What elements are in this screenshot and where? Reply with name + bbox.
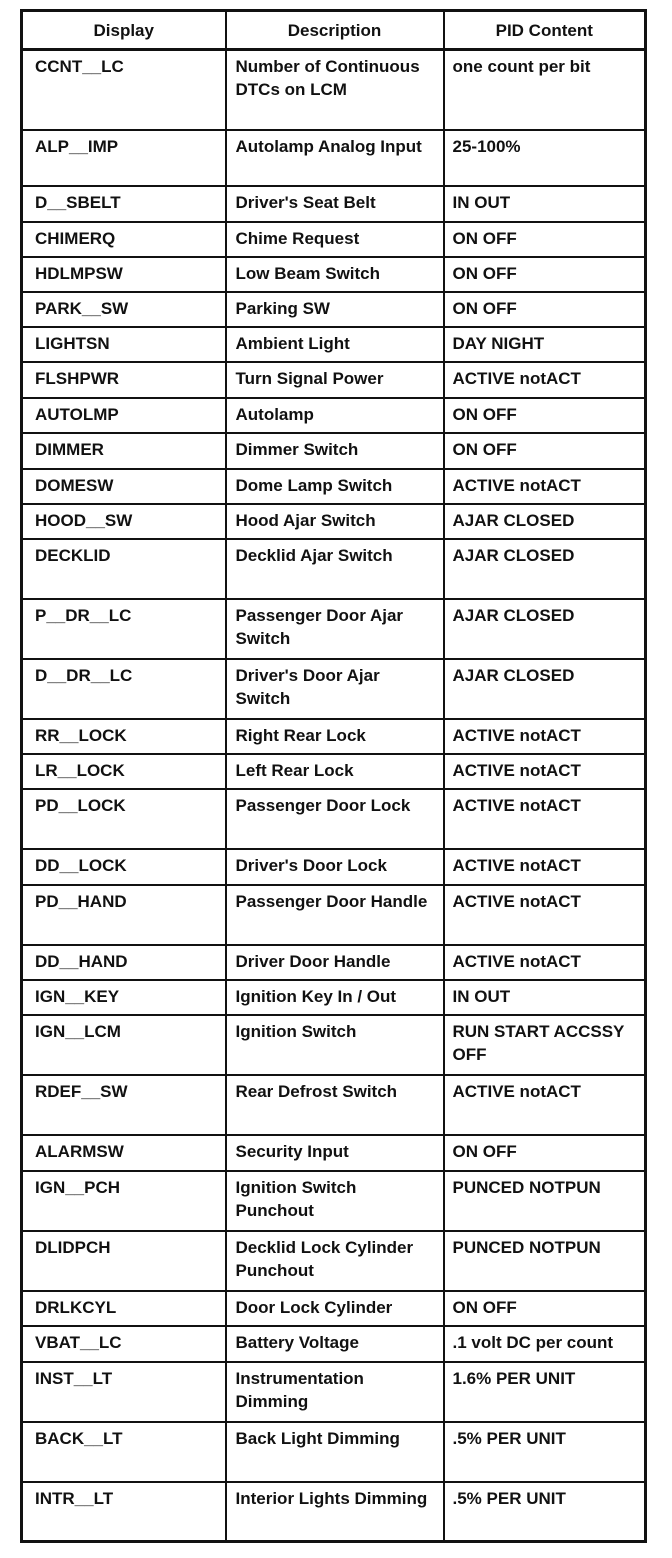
cell-pid-content: IN OUT: [444, 980, 646, 1015]
cell-description: Back Light Dimming: [226, 1422, 444, 1482]
cell-display: PARK__SW: [22, 292, 226, 327]
cell-description: Left Rear Lock: [226, 754, 444, 789]
table-row: [22, 222, 646, 257]
cell-description: Turn Signal Power: [226, 362, 444, 398]
table-row: [22, 130, 646, 186]
table-row: [22, 849, 646, 885]
cell-display: BACK__LT: [22, 1422, 226, 1482]
header-description: Description: [226, 11, 444, 50]
cell-display: DIMMER: [22, 433, 226, 469]
cell-pid-content: ON OFF: [444, 1135, 646, 1171]
cell-description: Passenger Door Ajar Switch: [226, 599, 444, 659]
table-row: [22, 659, 646, 719]
table-row: [22, 327, 646, 362]
cell-description: Passenger Door Lock: [226, 789, 444, 849]
cell-display: HDLMPSW: [22, 257, 226, 292]
cell-display: P__DR__LC: [22, 599, 226, 659]
cell-display: DOMESW: [22, 469, 226, 504]
cell-display: HOOD__SW: [22, 504, 226, 539]
table-row: [22, 398, 646, 433]
table-row: [22, 433, 646, 469]
cell-pid-content: .1 volt DC per count: [444, 1326, 646, 1362]
header-row: [22, 11, 646, 50]
table-row: [22, 1135, 646, 1171]
cell-description: Autolamp: [226, 398, 444, 433]
pid-table: [20, 9, 647, 1543]
cell-display: LIGHTSN: [22, 327, 226, 362]
cell-pid-content: ON OFF: [444, 398, 646, 433]
cell-description: Decklid Ajar Switch: [226, 539, 444, 599]
header-display: Display: [22, 11, 226, 50]
cell-display: DD__HAND: [22, 945, 226, 980]
cell-description: Dome Lamp Switch: [226, 469, 444, 504]
cell-description: Driver Door Handle: [226, 945, 444, 980]
table-row: [22, 469, 646, 504]
cell-pid-content: ON OFF: [444, 257, 646, 292]
table-row: [22, 1015, 646, 1075]
cell-display: CHIMERQ: [22, 222, 226, 257]
table-row: [22, 1075, 646, 1135]
cell-pid-content: RUN START ACCSSY OFF: [444, 1015, 646, 1075]
table-row: [22, 1171, 646, 1231]
cell-description: Ambient Light: [226, 327, 444, 362]
cell-pid-content: AJAR CLOSED: [444, 599, 646, 659]
cell-description: Autolamp Analog Input: [226, 130, 444, 186]
cell-display: PD__HAND: [22, 885, 226, 945]
cell-description: Hood Ajar Switch: [226, 504, 444, 539]
table-row: [22, 257, 646, 292]
cell-pid-content: 25-100%: [444, 130, 646, 186]
cell-display: INTR__LT: [22, 1482, 226, 1542]
cell-pid-content: ACTIVE notACT: [444, 1075, 646, 1135]
cell-description: Dimmer Switch: [226, 433, 444, 469]
cell-pid-content: IN OUT: [444, 186, 646, 222]
cell-pid-content: DAY NIGHT: [444, 327, 646, 362]
cell-description: Rear Defrost Switch: [226, 1075, 444, 1135]
table-row: [22, 980, 646, 1015]
cell-description: Driver's Door Ajar Switch: [226, 659, 444, 719]
cell-display: IGN__LCM: [22, 1015, 226, 1075]
cell-display: LR__LOCK: [22, 754, 226, 789]
cell-description: Driver's Seat Belt: [226, 186, 444, 222]
table-row: [22, 1326, 646, 1362]
cell-description: Instrumentation Dimming: [226, 1362, 444, 1422]
cell-description: Ignition Key In / Out: [226, 980, 444, 1015]
cell-pid-content: ON OFF: [444, 433, 646, 469]
cell-pid-content: ACTIVE notACT: [444, 945, 646, 980]
cell-pid-content: ACTIVE notACT: [444, 789, 646, 849]
cell-display: D__DR__LC: [22, 659, 226, 719]
cell-description: Ignition Switch Punchout: [226, 1171, 444, 1231]
cell-pid-content: ACTIVE notACT: [444, 719, 646, 754]
table-row: [22, 1482, 646, 1542]
cell-display: IGN__PCH: [22, 1171, 226, 1231]
cell-description: Chime Request: [226, 222, 444, 257]
cell-pid-content: AJAR CLOSED: [444, 504, 646, 539]
cell-display: IGN__KEY: [22, 980, 226, 1015]
cell-pid-content: ACTIVE notACT: [444, 754, 646, 789]
cell-display: DD__LOCK: [22, 849, 226, 885]
cell-description: Driver's Door Lock: [226, 849, 444, 885]
cell-description: Decklid Lock Cylinder Punchout: [226, 1231, 444, 1291]
cell-display: AUTOLMP: [22, 398, 226, 433]
header-pid-content: PID Content: [444, 11, 646, 50]
cell-description: Low Beam Switch: [226, 257, 444, 292]
cell-pid-content: .5% PER UNIT: [444, 1422, 646, 1482]
cell-pid-content: one count per bit: [444, 50, 646, 130]
cell-description: Security Input: [226, 1135, 444, 1171]
document: [20, 9, 644, 1543]
cell-description: Door Lock Cylinder: [226, 1291, 444, 1326]
cell-display: D__SBELT: [22, 186, 226, 222]
cell-description: Right Rear Lock: [226, 719, 444, 754]
cell-display: RDEF__SW: [22, 1075, 226, 1135]
table-row: [22, 50, 646, 130]
cell-pid-content: .5% PER UNIT: [444, 1482, 646, 1542]
cell-pid-content: ON OFF: [444, 1291, 646, 1326]
cell-display: CCNT__LC: [22, 50, 226, 130]
cell-description: Passenger Door Handle: [226, 885, 444, 945]
cell-pid-content: AJAR CLOSED: [444, 539, 646, 599]
table-row: [22, 504, 646, 539]
cell-pid-content: ACTIVE notACT: [444, 362, 646, 398]
cell-description: Ignition Switch: [226, 1015, 444, 1075]
table-row: [22, 719, 646, 754]
table-row: [22, 362, 646, 398]
table-row: [22, 945, 646, 980]
table-row: [22, 292, 646, 327]
cell-pid-content: PUNCED NOTPUN: [444, 1231, 646, 1291]
table-row: [22, 1422, 646, 1482]
cell-display: FLSHPWR: [22, 362, 226, 398]
cell-display: DLIDPCH: [22, 1231, 226, 1291]
table-row: [22, 789, 646, 849]
cell-display: INST__LT: [22, 1362, 226, 1422]
cell-description: Parking SW: [226, 292, 444, 327]
cell-display: DECKLID: [22, 539, 226, 599]
cell-description: Battery Voltage: [226, 1326, 444, 1362]
table-row: [22, 599, 646, 659]
cell-description: Interior Lights Dimming: [226, 1482, 444, 1542]
cell-display: RR__LOCK: [22, 719, 226, 754]
table-row: [22, 885, 646, 945]
table-row: [22, 1362, 646, 1422]
table-row: [22, 1291, 646, 1326]
cell-pid-content: PUNCED NOTPUN: [444, 1171, 646, 1231]
cell-display: VBAT__LC: [22, 1326, 226, 1362]
table-row: [22, 754, 646, 789]
cell-display: ALARMSW: [22, 1135, 226, 1171]
cell-pid-content: ACTIVE notACT: [444, 849, 646, 885]
cell-pid-content: AJAR CLOSED: [444, 659, 646, 719]
cell-display: PD__LOCK: [22, 789, 226, 849]
cell-description: Number of Continuous DTCs on LCM: [226, 50, 444, 130]
cell-pid-content: ACTIVE notACT: [444, 885, 646, 945]
table-row: [22, 186, 646, 222]
cell-display: DRLKCYL: [22, 1291, 226, 1326]
cell-display: ALP__IMP: [22, 130, 226, 186]
table-row: [22, 539, 646, 599]
cell-pid-content: 1.6% PER UNIT: [444, 1362, 646, 1422]
table-row: [22, 1231, 646, 1291]
cell-pid-content: ON OFF: [444, 292, 646, 327]
cell-pid-content: ACTIVE notACT: [444, 469, 646, 504]
cell-pid-content: ON OFF: [444, 222, 646, 257]
